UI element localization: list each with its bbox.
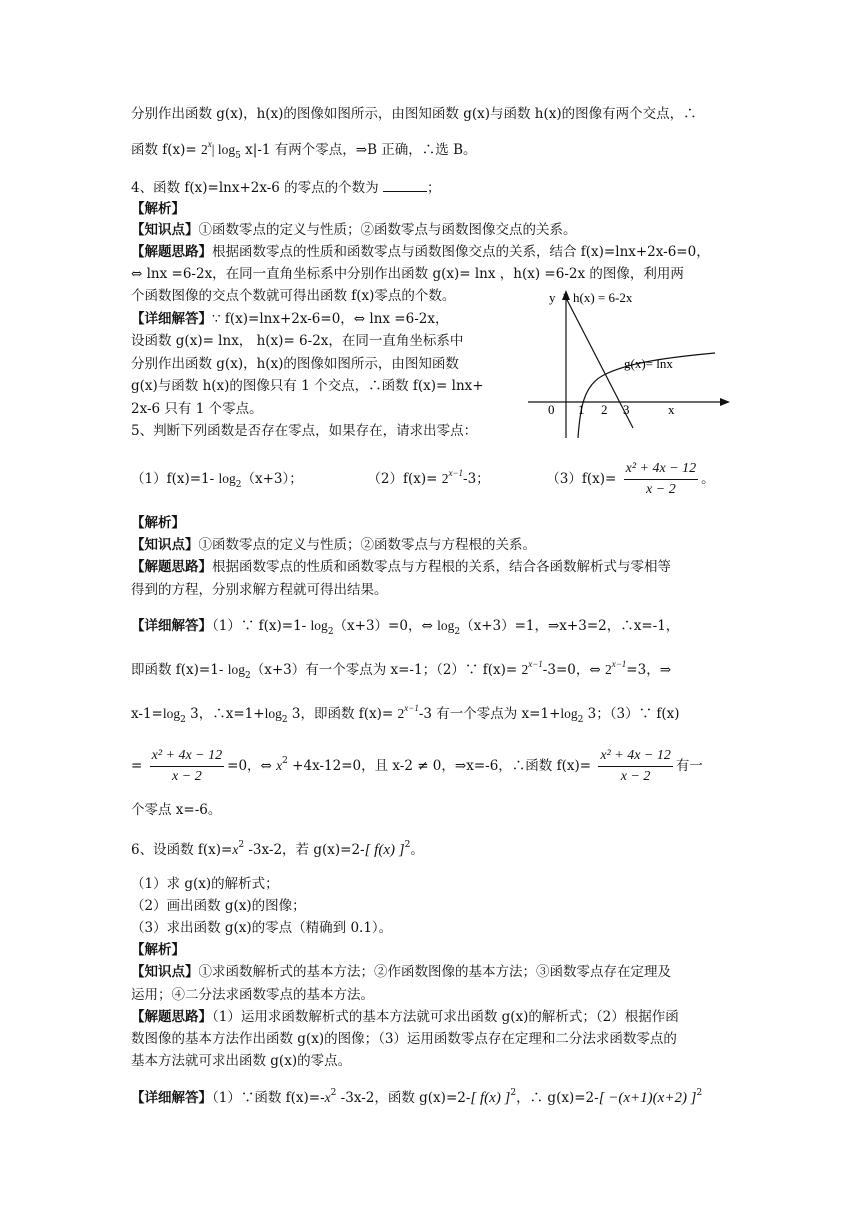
question-6: 6、设函数 $f(x)=x^2$ -3x-2，若 g(x)=2-[ f(x) ]$^2$。 xyxy=(131,840,424,858)
detailed-answer: 【详细解答】（1）∵ f(x)=1- $\log_2(x+3)=0$，⇔ $\log_2(x+3)=1$，⇒x+3=2，∴x=-1， xyxy=(131,618,680,637)
x-axis-arrow xyxy=(720,398,730,406)
knowledge-point: 【知识点】①函数零点的定义与性质；②函数零点与方程根的关系。 xyxy=(131,537,536,553)
text-line: $x-1=\log_2$ 3，$\therefore x=1+\log_2$ 3，即函数 $f(x)= 2^{x-1}-3$ 有一个零点为 $x=1+\log_2$ 3；（3）∵ f(x) xyxy=(131,703,680,725)
text-line: 个零点 x=-6。 xyxy=(131,802,222,818)
solution-idea: 【解题思路】根据函数零点的性质和函数零点与方程根的关系，结合各函数解析式与零相等 xyxy=(131,559,671,575)
math-base: 2 xyxy=(201,142,208,157)
tick-label: 1 xyxy=(578,402,585,417)
math-sub: 5 xyxy=(235,151,241,161)
tick-label: 2 xyxy=(601,402,608,417)
text-line: ⇔ lnx =6-2x，在同一直角坐标系中分别作出函数 g(x)= lnx ，h(x) =6-2x 的图像，利用两 xyxy=(131,266,684,282)
text-line xyxy=(131,140,477,160)
text-line: 分别作出函数 g(x)，h(x)的图像如图所示，由图知函数 xyxy=(131,356,459,372)
heading-analysis: 【解析】 xyxy=(131,515,185,531)
x-axis-label: x xyxy=(668,402,675,417)
question-6-part: （3）求出函数 g(x)的零点（精确到 0.1）。 xyxy=(131,920,393,936)
heading-analysis: 【解析】 xyxy=(131,942,185,958)
text-line: 数图像的基本方法作出函数 g(x)的图像；（3）运用函数零点存在定理和二分法求函数零点的 xyxy=(131,1031,677,1047)
math-sup: x xyxy=(207,139,212,149)
question-5-items: （1）f(x)=1- $\log_2(x+3)$； $(2)f(x)= 2^{x-1}-3$； （3）f(x)= $\frac{\text{x² + 4x − 12}}{x - 2}$ 。 xyxy=(131,461,715,497)
g-label: g(x)= lnx xyxy=(624,356,673,371)
question-text: 4、函数 f(x)=lnx+2x-6 的零点的个数为 xyxy=(131,180,383,196)
text-line: 2x-6 只有 1 个零点。 xyxy=(131,401,263,417)
fraction: $\frac{\text{x² + 4x − 12}}{x - 2}$ xyxy=(625,461,697,497)
tick-label: 3 xyxy=(623,402,630,417)
fraction: $\frac{\text{x² + 4x − 12}}{x - 2}$ xyxy=(151,748,223,784)
text-line: = $\frac{\text{x² + 4x − 12}}{x - 2}$ =0，⇔ $x^2 +4x-12=0$，且 x-2 ≠ 0，⇒x=-6，∴函数 f(x)= $\frac{\text{x² + 4x − 12}}{x - 2}$ 有一 xyxy=(131,748,703,784)
text-line: 基本方法就可求出函数 g(x)的零点。 xyxy=(131,1053,352,1069)
question-6-part: （1）求 g(x)的解析式； xyxy=(131,876,279,892)
y-axis-label: y xyxy=(549,290,556,305)
text-line: 个函数图像的交点个数就可得出函数 f(x)零点的个数。 xyxy=(131,288,456,304)
text-line: 设函数 g(x)= lnx， h(x)= 6-2x，在同一直角坐标系中 xyxy=(131,333,464,349)
math-log: | log xyxy=(211,142,236,157)
detailed-answer: 【详细解答】∵ f(x)=lnx+2x-6=0，⇔ lnx =6-2x， xyxy=(131,311,449,327)
text-line: 即函数 f(x)=1- $\log_2(x+3)$有一个零点为 x=-1；（2）∵ $f(x)= 2^{x-1}-3=0$，⇔ $2^{x-1}=3$，⇒ xyxy=(131,659,672,681)
question-4 xyxy=(131,178,440,198)
text-line: g(x)与函数 h(x)的图像只有 1 个交点，∴函数 f(x)= lnx+ xyxy=(131,378,484,394)
knowledge-point: 【知识点】①函数零点的定义与性质；②函数零点与函数图像交点的关系。 xyxy=(131,222,577,238)
solution-idea: 【解题思路】根据函数零点的性质和函数零点与函数图像交点的关系，结合 f(x)=lnx+2x-6=0， xyxy=(131,244,710,260)
h-label: h(x) = 6-2x xyxy=(573,290,633,305)
fraction: $\frac{\text{x² + 4x − 12}}{x - 2}$ xyxy=(600,748,671,784)
text-span: 函数 f(x)= xyxy=(131,142,197,158)
question-5: 5、判断下列函数是否存在零点，如果存在，请求出零点： xyxy=(131,423,478,439)
question-6-part: （2）画出函数 g(x)的图像； xyxy=(131,898,306,914)
detailed-answer: 【详细解答】（1）∵函数 $f(x)=-x^2$ -3x-2，函数 g(x)=2-[ f(x) ]$^2$，∴ g(x)=2-[ −(x+1)(x+2) ]$^2$ xyxy=(131,1088,703,1106)
function-graph xyxy=(520,288,740,440)
origin-label: 0 xyxy=(548,402,555,417)
answer-blank xyxy=(383,179,427,192)
text-line: 分别作出函数 g(x)，h(x)的图像如图所示，由图知函数 g(x)与函数 h(x)的图像有两个交点，∴ xyxy=(131,106,697,122)
solution-idea: 【解题思路】（1）运用求函数解析式的基本方法就可求出函数 g(x)的解析式；（2）根据作函 xyxy=(131,1009,679,1025)
text-span: ； xyxy=(426,180,441,196)
text-line: 运用；④二分法求函数零点的基本方法。 xyxy=(131,987,374,1003)
heading-analysis: 【解析】 xyxy=(131,201,185,217)
text-line: 得到的方程，分别求解方程就可得出结果。 xyxy=(131,582,388,598)
knowledge-point: 【知识点】①求函数解析式的基本方法；②作函数图像的基本方法；③函数零点存在定理及 xyxy=(131,964,671,980)
text-span: x|-1 有两个零点，⇒B 正确，∴选 B。 xyxy=(240,142,477,158)
